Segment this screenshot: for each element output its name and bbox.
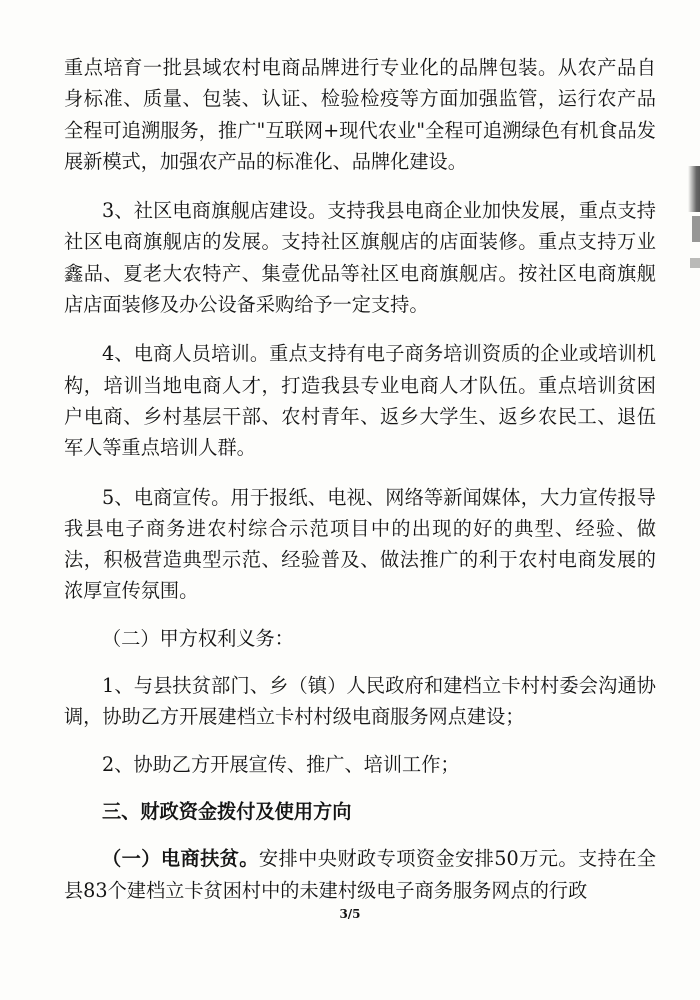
page-number: 3/5 [339, 907, 361, 921]
paragraph-community-store: 3、社区电商旗舰店建设。支持我县电商企业加快发展，重点支持社区电商旗舰店的发展。支持社区旗舰店的店面装修。重点支持万业鑫品、夏老大农特产、集壹优品等社区电商旗舰店。按社区电商旗舰店店面装修及办公设备采购给予一定支持。 [64, 199, 656, 317]
paragraph-publicity: 5、电商宣传。用于报纸、电视、网络等新闻媒体，大力宣传报导我县电子商务进农村综合示范项目中的出现的好的典型、经验、做法，积极营造典型示范、经验普及、做法推广的利于农村电商发展的浓厚宣传氛围。 [64, 485, 656, 603]
party-a-item-1: 1、与县扶贫部门、乡（镇）人民政府和建档立卡村村委会沟通协调，协助乙方开展建档立卡村村级电商服务网点建设； [64, 674, 656, 729]
section-party-a-rights-heading: （二）甲方权利义务： [102, 626, 294, 650]
scan-edge-artifact [690, 258, 700, 268]
paragraph-personnel-training: 4、电商人员培训。重点支持有电子商务培训资质的企业或培训机构，培训当地电商人才，打造我县专业电商人才队伍。重点培训贫困户电商、乡村基层干部、农村青年、返乡大学生、返乡农民工、退伍军人等重点培训人群。 [64, 342, 656, 460]
subheading-ecommerce-poverty: （一）电商扶贫。 [102, 847, 259, 871]
scan-edge-artifact [688, 166, 700, 212]
subheading-ecommerce-poverty-text: 安排中央财政专项资金安排50万元。支持在全县83个建档立卡贫困村中的未建村级电子商务服务网点的行政 [64, 847, 657, 902]
paragraph-brand-packaging: 重点培育一批县域农村电商品牌进行专业化的品牌包装。从农产品自身标准、质量、包装、认证、检验检疫等方面加强监管，运行农产品全程可追溯服务，推广"互联网+现代农业"全程可追溯绿色有机食品发展新模式，加强农产品的标准化、品牌化建设。 [64, 56, 656, 173]
party-a-item-2: 2、协助乙方开展宣传、推广、培训工作； [102, 752, 460, 776]
paragraph-ecommerce-poverty-alleviation [64, 843, 656, 906]
document-body [64, 52, 656, 906]
scan-edge-artifact [692, 216, 700, 242]
section-funding-heading: 三、财政资金拨付及使用方向 [102, 799, 352, 823]
